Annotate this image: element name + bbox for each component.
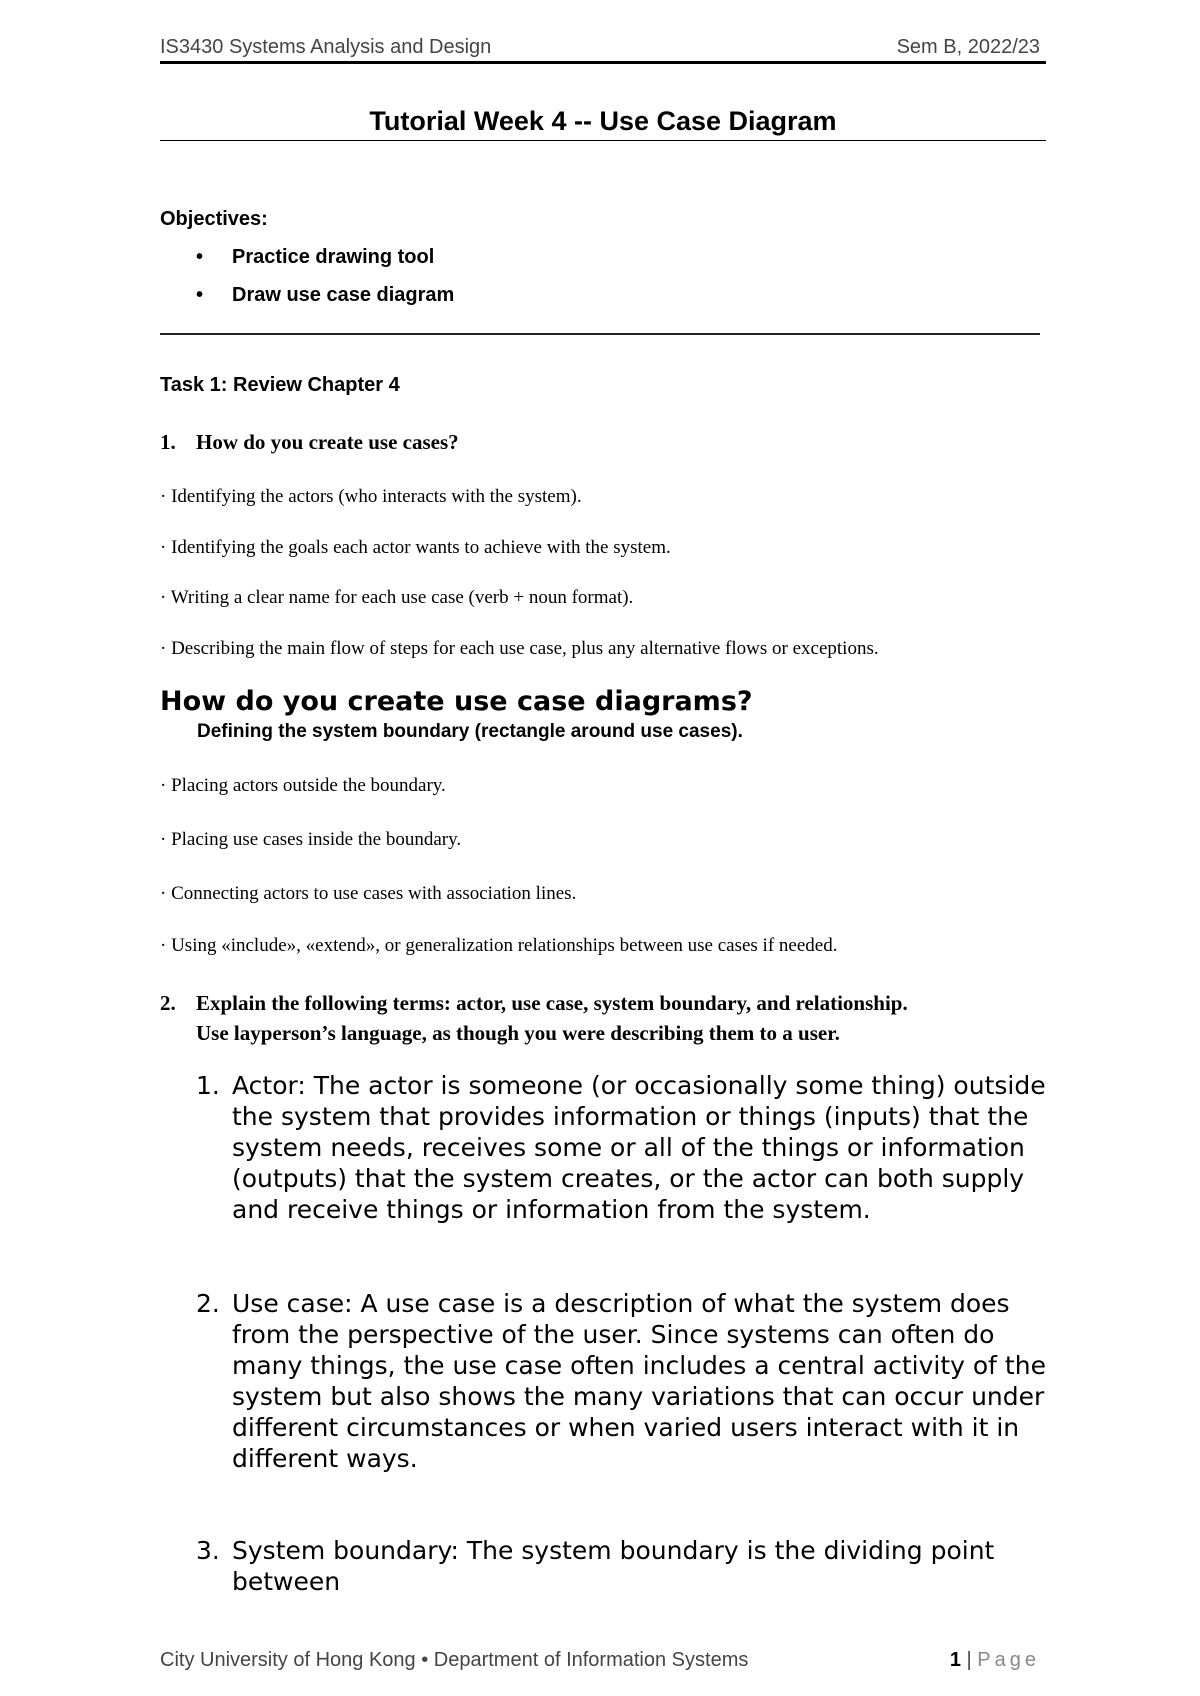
definition-text: System boundary: The system boundary is the dividing point between	[232, 1536, 995, 1596]
page-number: 1	[949, 1649, 961, 1671]
list-item: · Writing a clear name for each use case (verb + noun format).	[160, 587, 634, 608]
bullet-icon: •	[196, 246, 204, 268]
list-item: · Identifying the actors (who interacts with the system).	[160, 486, 582, 507]
definition-text: Use case: A use case is a description of what the system does from the perspective of the user. Since systems can often do many things, the use case often includes a central activity of the system but also shows the many variations that can occur under different circumstances or when varied users interact with it in different ways.	[232, 1289, 1046, 1473]
question-number: 2.	[160, 991, 176, 1015]
definition-item	[196, 1288, 1052, 1474]
section-divider	[160, 333, 1040, 335]
definition-number: 1.	[196, 1071, 220, 1100]
list-item: · Identifying the goals each actor wants to achieve with the system.	[160, 537, 671, 558]
bullet-icon: •	[196, 284, 204, 306]
question-number: 1.	[160, 430, 176, 454]
objective-item: Practice drawing tool	[232, 246, 435, 268]
definition-item	[196, 1535, 1052, 1597]
list-item: · Placing actors outside the boundary.	[160, 775, 446, 796]
footer-page	[950, 1649, 1040, 1672]
page-label: Page	[977, 1649, 1040, 1671]
objective-item: Draw use case diagram	[232, 284, 455, 306]
page-separator: |	[960, 1649, 978, 1671]
list-item: · Using «include», «extend», or generalization relationships between use cases if needed.	[160, 935, 838, 956]
definition-number: 3.	[196, 1536, 220, 1565]
boundary-step: Defining the system boundary (rectangle around use cases).	[197, 721, 743, 742]
header-rule	[160, 61, 1046, 64]
definition-text: Actor: The actor is someone (or occasionally some thing) outside the system that provides information or things (inputs) that the system needs, receives some or all of the things or information (outputs) that the system creates, or the actor can both supply and receive things or information from the system.	[232, 1071, 1046, 1224]
page-title: Tutorial Week 4 -- Use Case Diagram	[369, 106, 837, 136]
section-heading: How do you create use case diagrams?	[160, 686, 753, 717]
objectives-label: Objectives:	[160, 208, 268, 230]
question-text-line2: Use layperson’s language, as though you were describing them to a user.	[196, 1021, 840, 1045]
header-semester: Sem B, 2022/23	[896, 36, 1040, 58]
definition-item	[196, 1070, 1052, 1225]
question-2	[160, 988, 1060, 1048]
task-label: Task 1: Review Chapter 4	[160, 374, 400, 396]
title-underline	[160, 140, 1046, 141]
question-text-line1: Explain the following terms: actor, use case, system boundary, and relationship.	[196, 991, 908, 1015]
header-course: IS3430 Systems Analysis and Design	[160, 36, 492, 58]
list-item: · Placing use cases inside the boundary.	[160, 829, 462, 850]
list-item: · Describing the main flow of steps for each use case, plus any alternative flows or exceptions.	[160, 638, 879, 659]
question-text: How do you create use cases?	[196, 430, 459, 454]
definition-number: 2.	[196, 1289, 220, 1318]
list-item: · Connecting actors to use cases with association lines.	[160, 883, 577, 904]
footer-org: City University of Hong Kong • Department of Information Systems	[160, 1649, 749, 1671]
